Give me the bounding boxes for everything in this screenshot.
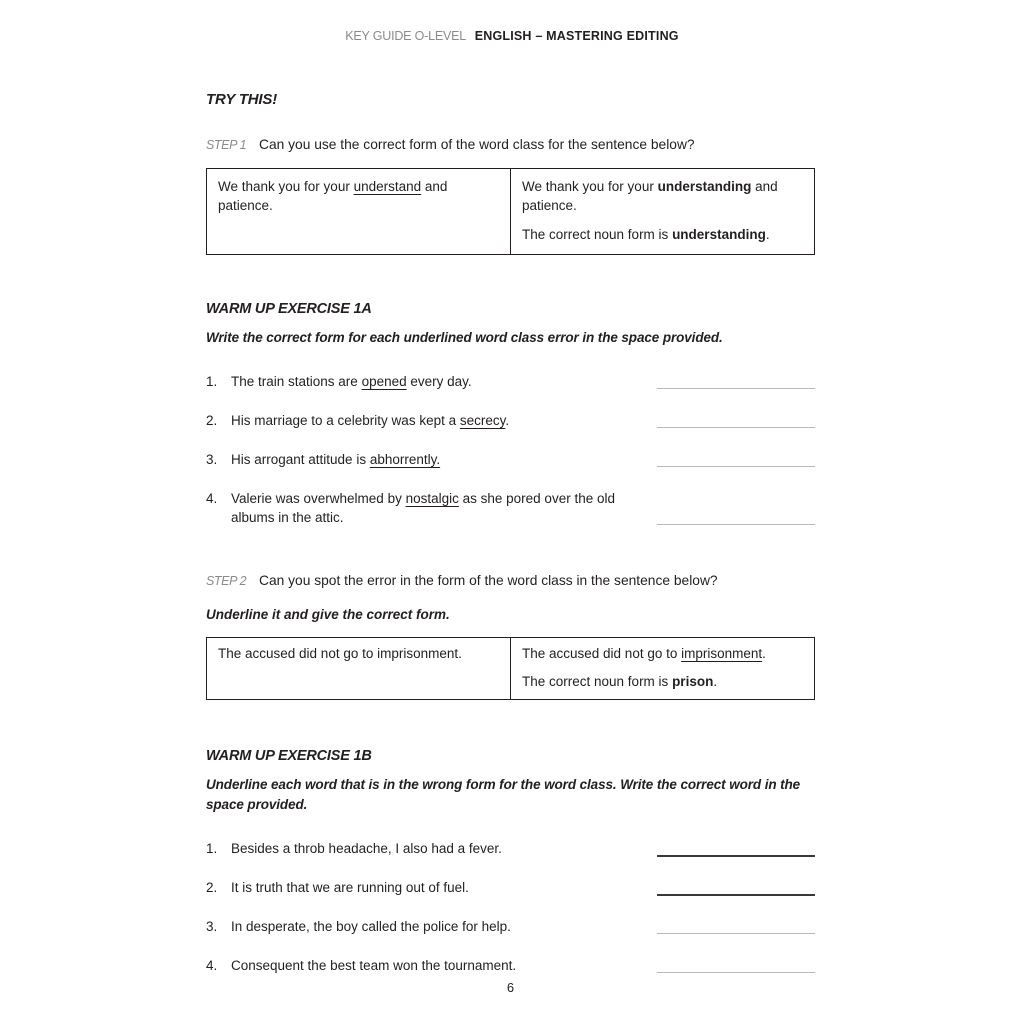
step1-label: STEP 1: [206, 138, 247, 152]
example1-left-cell: [207, 169, 511, 255]
answer-line: [657, 388, 815, 389]
list-item: [206, 411, 815, 430]
example-table-2: [206, 637, 815, 700]
list-item: [206, 878, 815, 897]
underlined-error-word: imprisonment: [681, 646, 763, 661]
item-sentence: It is truth that we are running out of fuel.: [231, 880, 469, 895]
warmup-1b-heading: WARM UP EXERCISE 1B: [206, 748, 372, 764]
item-sentence: In desperate, the boy called the police for help.: [231, 919, 511, 934]
step2-instruction: Underline it and give the correct form.: [206, 607, 450, 622]
example2-right-cell: [511, 638, 815, 700]
example2-answer-note: The correct noun form is prison.: [522, 674, 718, 689]
list-item: [206, 839, 815, 858]
answer-line: [657, 933, 815, 934]
item-sentence: Besides a throb headache, I also had a fever.: [231, 841, 502, 856]
step1-question: Can you use the correct form of the word class for the sentence below?: [258, 137, 695, 152]
page-content: [206, 0, 815, 975]
example2-underlined-sentence: The accused did not go to imprisonment.: [522, 646, 766, 661]
underlined-error-word: opened: [361, 374, 407, 389]
item-sentence: Valerie was overwhelmed by nostalgic as she pored over the old albums in the attic.: [231, 491, 615, 525]
item-sentence: Consequent the best team won the tournament.: [231, 958, 517, 973]
answer-line: [657, 972, 815, 973]
step2-row: [206, 571, 815, 591]
page-number: 6: [506, 980, 515, 995]
item-sentence: His marriage to a celebrity was kept a secrecy.: [231, 413, 510, 428]
step2-label: STEP 2: [206, 574, 247, 588]
example-table-1: [206, 168, 815, 255]
item-sentence: His arrogant attitude is abhorrently.: [231, 452, 441, 467]
answer-line: [657, 894, 815, 896]
list-item: [206, 450, 815, 469]
answer-line: [657, 524, 815, 525]
header-series-label: KEY GUIDE O-LEVEL: [345, 29, 466, 43]
list-item: [206, 956, 815, 975]
item-number: 4.: [206, 491, 218, 506]
example1-answer-note: The correct noun form is understanding.: [522, 227, 770, 242]
underlined-error-word: abhorrently.: [369, 452, 441, 467]
list-item: [206, 917, 815, 936]
example1-wrong-sentence: We thank you for your understand and patience.: [218, 179, 448, 213]
example1-right-cell: [511, 169, 815, 255]
answer-line: [657, 466, 815, 467]
list-item: [206, 489, 815, 527]
bold-answer-word: prison: [672, 674, 714, 689]
underlined-error-word: secrecy: [459, 413, 506, 428]
example1-corrected-sentence: We thank you for your understanding and patience.: [522, 179, 778, 213]
bold-answer-word: understanding: [672, 227, 766, 242]
list-item: [206, 372, 815, 391]
item-number: 2.: [206, 413, 218, 428]
item-number: 3.: [206, 452, 218, 467]
step1-row: [206, 135, 815, 155]
item-number: 4.: [206, 958, 218, 973]
example2-sentence: The accused did not go to imprisonment.: [218, 646, 462, 661]
answer-line: [657, 855, 815, 857]
underlined-error-word: understand: [353, 179, 422, 194]
warmup-1a-items: [206, 372, 815, 527]
item-number: 1.: [206, 841, 218, 856]
warmup-1b-items: [206, 839, 815, 975]
warmup-1b-instruction: Underline each word that is in the wrong form for the word class. Write the correct word in the space provided.: [206, 777, 801, 812]
try-this-heading: TRY THIS!: [206, 91, 277, 108]
answer-line: [657, 427, 815, 428]
item-number: 1.: [206, 374, 218, 389]
header-book-title: ENGLISH – MASTERING EDITING: [474, 29, 679, 43]
item-number: 2.: [206, 880, 218, 895]
bold-corrected-word: understanding: [657, 179, 752, 194]
warmup-1a-instruction: Write the correct form for each underlined word class error in the space provided.: [206, 330, 723, 345]
warmup-1a-heading: WARM UP EXERCISE 1A: [206, 301, 372, 317]
item-number: 3.: [206, 919, 218, 934]
item-sentence: The train stations are opened every day.: [231, 374, 472, 389]
underlined-error-word: nostalgic: [405, 491, 459, 506]
step2-question: Can you spot the error in the form of the word class in the sentence below?: [258, 573, 718, 588]
example2-left-cell: [207, 638, 511, 700]
